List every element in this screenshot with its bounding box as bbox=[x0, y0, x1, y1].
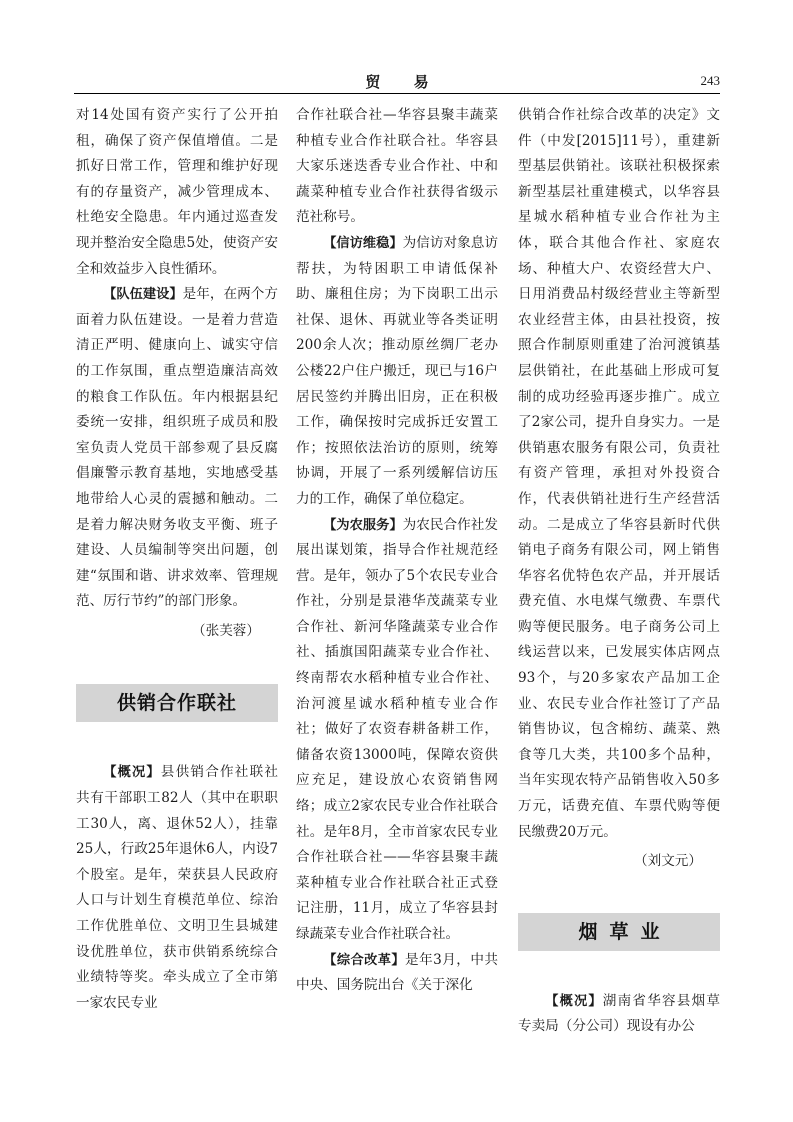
paragraph-farmer-services: 【为农服务】为农民合作社发展出谋划策，指导合作社规范经营。是年，领办了5个农民专业合作社，分别是景港华茂蔬菜专业合作社、新河华隆蔬菜专业合作社、插旗国阳蔬菜专业合作社、终南帮农水稻种植专业合作社、治河渡星诚水稻种植专业合作社；做好了农资春耕备耕工作，储备农资13000吨，保障农资供应充足，建设放心农资销售网络；成立2家农民专业合作社联合社。是年8月，全市首家农民专业合作社联合社——华容县聚丰蔬菜种植专业合作社联合社正式登记注册，11月，成立了华容县封绿蔬菜专业合作社联合社。 bbox=[296, 516, 498, 942]
keyword-label: 【概况】 bbox=[545, 993, 603, 1009]
keyword-label: 【概况】 bbox=[103, 765, 161, 781]
author-credit: （张芙蓉） bbox=[192, 622, 260, 639]
running-title: 贸 易 bbox=[365, 73, 443, 91]
page-header bbox=[74, 69, 720, 91]
keyword-label: 【为农服务】 bbox=[323, 517, 403, 533]
author-credit: （刘文元） bbox=[634, 853, 702, 870]
paragraph-reform: 【综合改革】是年3月，中共中央、国务院出台《关于深化 bbox=[296, 951, 498, 994]
column-2 bbox=[296, 103, 498, 999]
paragraph-continued: 合作社联合社—华容县聚丰蔬菜种植专业合作社联合社。华容县大家乐迷迭香专业合作社、中和蔬菜种植专业合作社获得省级示范社称号。 bbox=[296, 107, 498, 226]
section-heading: 供销合作联社 bbox=[76, 684, 278, 722]
keyword-label: 【队伍建设】 bbox=[103, 287, 183, 303]
column-3 bbox=[518, 103, 720, 1040]
paragraph-continued: 对14处国有资产实行了公开拍租，确保了资产保值增值。二是抓好日常工作，管理和维护好现有的存量资产，减少管理成本、杜绝安全隐患。年内通过巡查发现并整治安全隐患5处，使资产安全和效益步入良性循环。 bbox=[76, 107, 278, 277]
paragraph-petitions: 【信访维稳】为信访对象息访帮扶，为特困职工申请低保补助、廉租住房；为下岗职工出示社保、退休、再就业等各类证明200余人次；推动原丝绸厂老办公楼22户住户搬迁，现已与16户居民签约并腾出旧房，正在积极工作，确保按时完成拆迁安置工作；按照依法治访的原则，统筹协调，开展了一系列缓解信访压力的工作，确保了单位稳定。 bbox=[296, 234, 498, 507]
section-heading: 烟草业 bbox=[518, 913, 720, 951]
paragraph-overview: 【概况】湖南省华容县烟草专卖局（分公司）现设有办公 bbox=[518, 992, 721, 1035]
paragraph-overview: 【概况】县供销合作社联社共有干部职工82人（其中在职职工30人，离、退休52人），挂靠25人，行政25年退休6人，内设7个股室。是年，荣获县人民政府人口与计划生育模范单位、综治工作优胜单位、文明卫生县城建设优胜单位，获市供销系统综合业绩特等奖。牵头成立了全市第一家农民专业 bbox=[76, 764, 279, 1011]
keyword-label: 【信访维稳】 bbox=[323, 235, 403, 251]
column-1 bbox=[76, 103, 278, 1016]
paragraph-team-building: 【队伍建设】是年，在两个方面着力队伍建设。一是着力营造清正严明、健康向上、诚实守信的工作氛围，重点塑造廉洁高效的粮食工作队伍。年内根据县纪委统一安排，组织班子成员和股室负责人党员干部参观了县反腐倡廉警示教育基地，实地感受基地带给人心灵的震撼和触动。二是着力解决财务收支平衡、班子建设、人员编制等突出问题，创建“氛围和谐、讲求效率、管理规范、厉行节约”的部门形象。 bbox=[76, 286, 278, 610]
paragraph-continued: 供销合作社综合改革的决定》文件（中发[2015]11号），重建新型基层供销社。该联社积极探索新型基层社重建模式，以华容县星城水稻种植专业合作社为主体，联合其他合作社、家庭农场、种植大户、农资经营大户、日用消费品村级经营业主等新型农业经营主体，由县社投资，按照合作制原则重建了治河渡镇基层供销社，在此基础上形成可复制的成功经验再逐步推广。成立了2家公司，提升自身实力。一是供销惠农服务有限公司，负责社有资产管理，承担对外投资合作，代表供销社进行生产经营活动。二是成立了华容县新时代供销电子商务有限公司，网上销售华容名优特色农产品，并开展话费充值、水电煤气缴费、车票代购等便民服务。电子商务公司上线运营以来，已发展实体店网点93个，与20多家农产品加工企业、农民专业合作社签订了产品销售协议，包含棉纺、蔬菜、熟食等几大类，共100多个品种，当年实现农特产品销售收入50多万元，话费充值、车票代购等便民缴费20万元。 bbox=[518, 107, 720, 840]
page-number: 243 bbox=[700, 73, 720, 88]
header-rule bbox=[74, 93, 720, 94]
keyword-label: 【综合改革】 bbox=[323, 952, 406, 968]
